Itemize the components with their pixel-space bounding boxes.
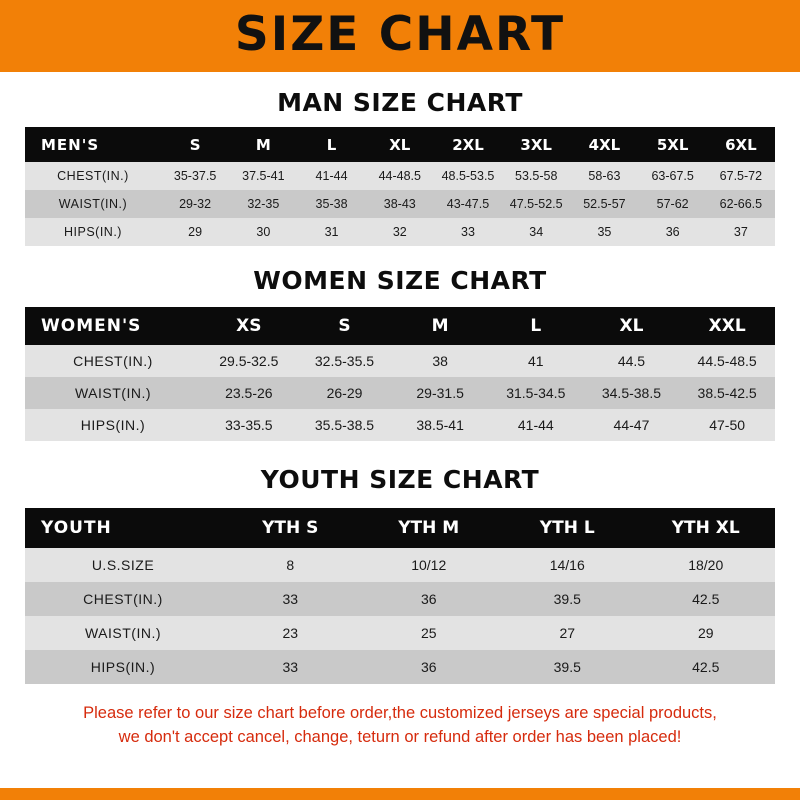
women-waist-xs: 23.5-26 [225,385,273,401]
youth-size-table [25,508,775,684]
youth-header-s: YTH S [262,518,319,538]
youth-hips-l: 39.5 [553,659,581,675]
women-header-xxl: XXL [708,316,746,336]
youth-row-waist-label: WAIST(IN.) [84,625,162,641]
men-waist-3xl: 47.5-52.5 [509,197,563,211]
men-hips-s: 29 [188,225,203,239]
table-row [25,409,775,441]
women-waist-xl: 34.5-38.5 [601,385,662,401]
table-row [25,582,775,616]
men-waist-xl: 38-43 [383,197,416,211]
men-hips-6xl: 37 [733,225,748,239]
table-header-row [25,508,775,548]
youth-row-hips-label: HIPS(IN.) [90,659,156,675]
youth-chest-m: 36 [420,591,437,607]
women-header-m: M [431,316,449,336]
women-chest-xl: 44.5 [617,353,646,369]
women-section-title: WOMEN SIZE CHART [253,266,547,295]
table-row [25,616,775,650]
women-hips-l: 41-44 [517,417,554,433]
youth-waist-xl: 29 [697,625,714,641]
youth-chest-xl: 42.5 [692,591,720,607]
women-header-xs: XS [236,316,262,336]
youth-ussize-xl: 18/20 [688,557,724,573]
men-chest-2xl: 48.5-53.5 [441,169,495,183]
women-row-chest-label: CHEST(IN.) [73,353,153,369]
women-hips-m: 38.5-41 [416,417,464,433]
women-hips-s: 35.5-38.5 [314,417,375,433]
men-header-label: MEN'S [41,135,100,154]
table-row [25,190,775,218]
men-chest-4xl: 58-63 [588,169,621,183]
women-row-waist-label: WAIST(IN.) [74,385,152,401]
youth-hips-xl: 42.5 [692,659,720,675]
youth-ussize-m: 10/12 [411,557,447,573]
men-waist-2xl: 43-47.5 [446,197,490,211]
women-header-xl: XL [619,316,644,336]
youth-header-label: YOUTH [41,518,112,538]
men-header-l: L [326,135,337,154]
women-hips-xxl: 47-50 [709,417,746,433]
page-title: SIZE CHART [234,6,566,62]
men-waist-4xl: 52.5-57 [583,197,626,211]
men-chest-s: 35-37.5 [173,169,217,183]
table-header-row [25,307,775,345]
header-banner [0,0,800,72]
men-row-waist-label: WAIST(IN.) [58,197,128,211]
table-row [25,162,775,190]
men-hips-3xl: 34 [529,225,544,239]
men-hips-2xl: 33 [461,225,475,239]
youth-hips-m: 36 [420,659,437,675]
footer-note-line-2: we don't accept cancel, change, teturn or refund after order has been placed! [118,727,682,746]
youth-header-xl: YTH XL [671,518,740,538]
men-hips-xl: 32 [392,225,407,239]
men-chest-l: 41-44 [315,169,348,183]
youth-hips-s: 33 [282,659,299,675]
men-chest-3xl: 53.5-58 [515,169,558,183]
table-row [25,345,775,377]
men-chest-xl: 44-48.5 [378,169,421,183]
men-header-3xl: 3XL [520,135,552,154]
women-chest-s: 32.5-35.5 [314,353,375,369]
men-header-6xl: 6XL [725,135,757,154]
men-waist-6xl: 62-66.5 [719,197,763,211]
men-row-chest-label: CHEST(IN.) [57,169,129,183]
women-waist-l: 31.5-34.5 [506,385,566,401]
youth-waist-s: 23 [282,625,299,641]
youth-ussize-l: 14/16 [549,557,585,573]
men-chest-5xl: 63-67.5 [651,169,694,183]
men-header-xl: XL [389,135,411,154]
women-table-body [25,345,775,441]
men-table-header [25,127,775,162]
men-row-hips-label: HIPS(IN.) [64,225,122,239]
men-chest-m: 37.5-41 [242,169,285,183]
table-header-row [25,127,775,162]
men-header-4xl: 4XL [588,135,621,154]
youth-section-title: YOUTH SIZE CHART [260,465,540,494]
women-waist-s: 26-29 [326,385,363,401]
men-waist-s: 29-32 [179,197,212,211]
men-waist-m: 32-35 [247,197,280,211]
women-row-hips-label: HIPS(IN.) [80,417,146,433]
youth-row-chest-label: CHEST(IN.) [83,591,163,607]
women-table-header [25,307,775,345]
men-header-2xl: 2XL [452,135,484,154]
men-chest-6xl: 67.5-72 [719,169,763,183]
women-waist-m: 29-31.5 [416,385,464,401]
youth-table-header [25,508,775,548]
men-table-body [25,162,775,246]
men-section-title: MAN SIZE CHART [277,88,523,117]
women-chest-l: 41 [528,353,544,369]
bottom-accent-bar [0,788,800,800]
women-hips-xs: 33-35.5 [225,417,273,433]
footer-note-line-1: Please refer to our size chart before order,the customized jerseys are special products, [83,704,717,722]
women-chest-xs: 29.5-32.5 [219,353,279,369]
women-header-l: L [530,316,542,336]
men-hips-4xl: 35 [597,225,612,239]
table-row [25,218,775,246]
men-waist-l: 35-38 [315,197,348,211]
youth-waist-l: 27 [559,625,576,641]
men-hips-5xl: 36 [665,225,680,239]
youth-ussize-s: 8 [286,557,295,573]
women-waist-xxl: 38.5-42.5 [697,385,757,401]
footer-note [34,702,766,750]
women-header-label: WOMEN'S [41,316,142,336]
men-hips-m: 30 [256,225,271,239]
men-header-m: M [255,135,271,154]
table-row [25,548,775,582]
content-area [0,88,800,750]
women-size-table [25,307,775,441]
youth-header-m: YTH M [398,518,460,538]
youth-chest-l: 39.5 [553,591,581,607]
women-hips-xl: 44-47 [613,417,650,433]
women-chest-xxl: 44.5-48.5 [697,353,757,369]
men-header-s: S [189,135,201,154]
table-row [25,650,775,684]
women-header-s: S [338,316,351,336]
men-waist-5xl: 57-62 [656,197,689,211]
table-row [25,377,775,409]
men-hips-l: 31 [324,225,339,239]
men-header-5xl: 5XL [656,135,689,154]
men-size-table [25,127,775,246]
youth-header-l: YTH L [539,518,595,538]
youth-row-ussize-label: U.S.SIZE [91,557,155,573]
youth-chest-s: 33 [282,591,299,607]
youth-waist-m: 25 [420,625,437,641]
youth-table-body [25,548,775,684]
women-chest-m: 38 [432,353,448,369]
